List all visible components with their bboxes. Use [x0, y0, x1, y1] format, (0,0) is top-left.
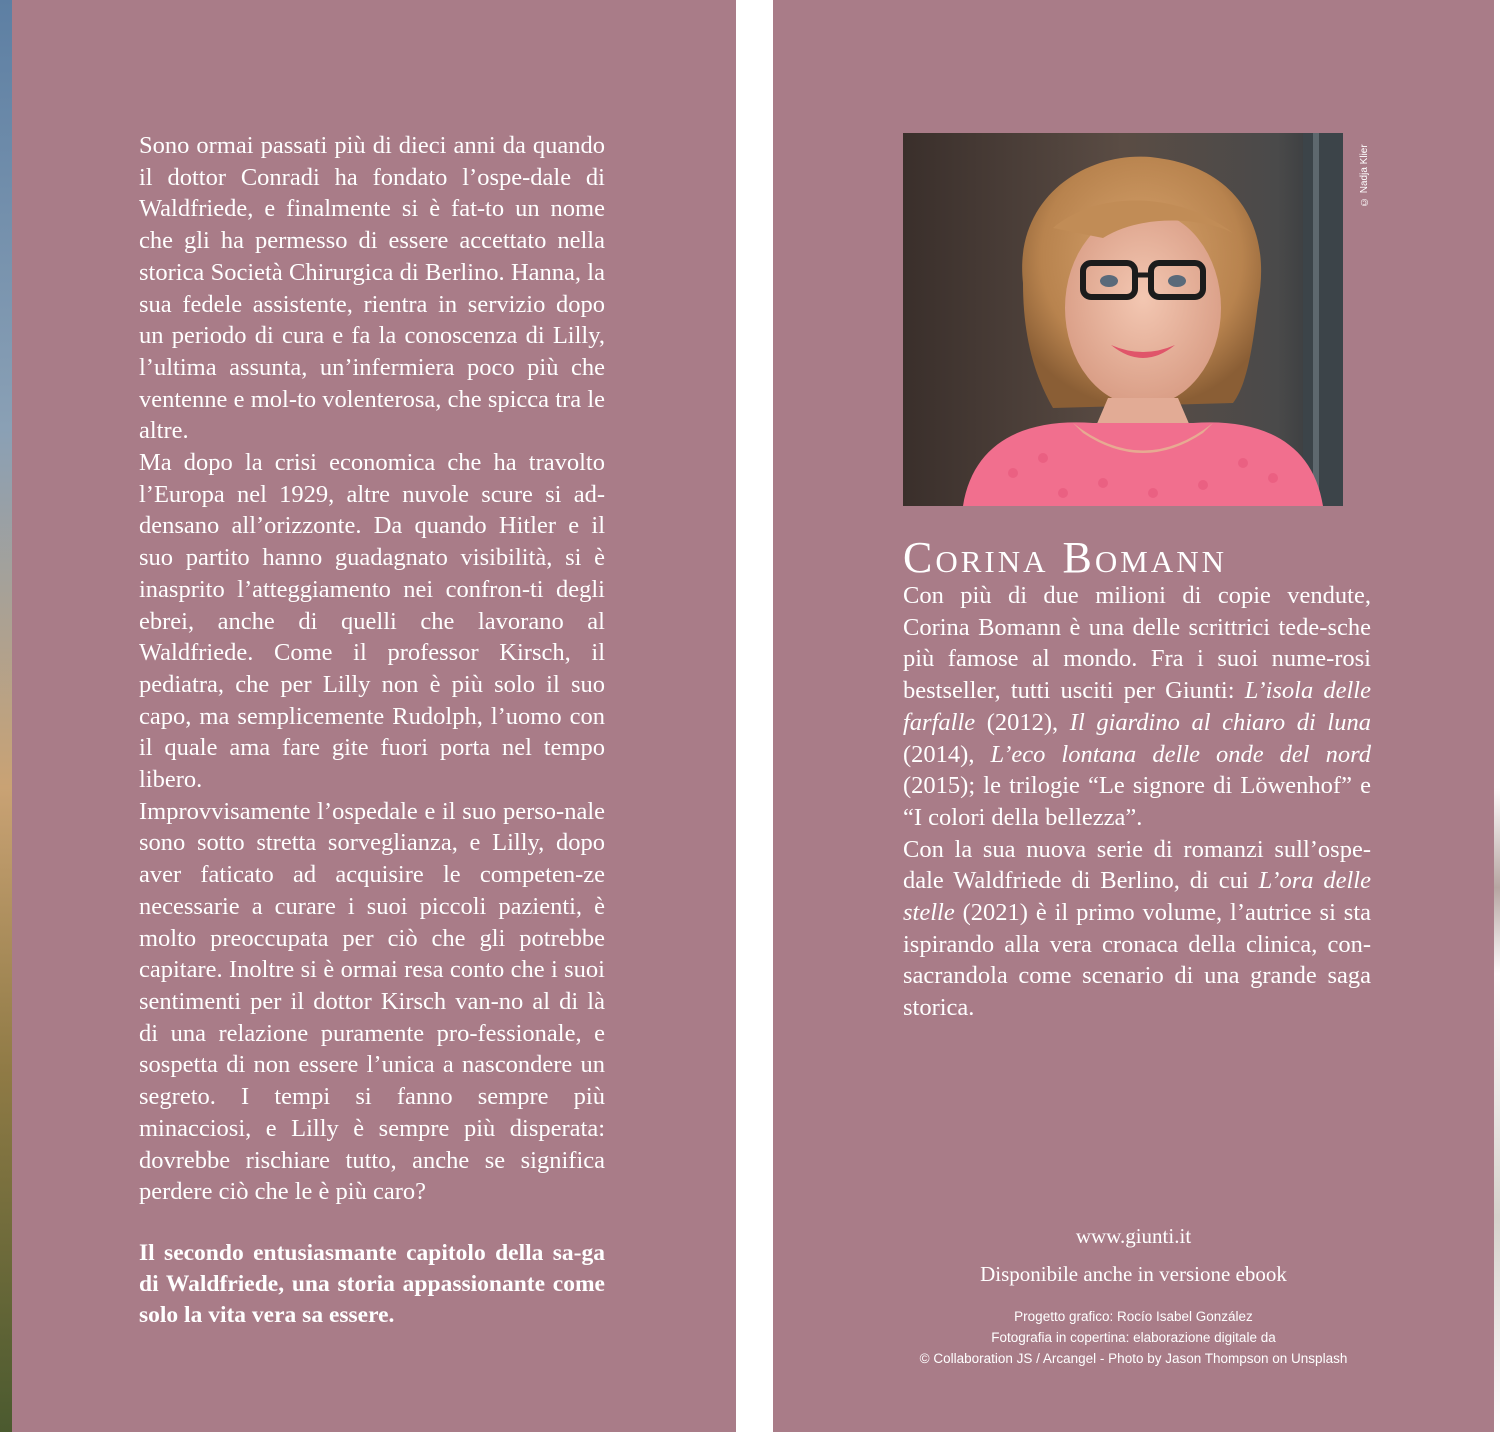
- book-title: L’eco lontana delle onde del nord: [990, 740, 1372, 768]
- back-cover-panel: [12, 0, 736, 1432]
- credit-line: Fotografia in copertina: elaborazione digitale da: [991, 1330, 1276, 1345]
- ebook-availability: Disponibile anche in versione ebook: [980, 1262, 1287, 1286]
- bio-paragraph-2: [903, 834, 1371, 1024]
- synopsis-paragraph-3: Improvvisamente l’ospedale e il suo perso-nale sono sotto stretta sorveglianza, e Lilly, dopo aver faticato ad acquisire le competen-ze necessarie a curare i suoi piccoli pazienti, è molto preoccupata per ciò che gli potrebbe capitare. Inoltre si è ormai resa conto che i suoi sentimenti per il dottor Kirsch van-no al di là di una relazione puramente pro-fessionale, e sospetta di non essere l’unica a nascondere un segreto. I tempi si fanno sempre più minacciosi, e Lilly è sempre più disperata: dovrebbe rischiare tutto, anche se significa perdere ciò che le è più caro?: [139, 797, 605, 1206]
- bio-text: (2021) è il primo volume, l’autrice si sta ispirando alla vera cronaca della clinica, con-sacrandola come scenario di una grande saga storica.: [903, 899, 1371, 1022]
- book-title: L’ora delle stelle: [903, 867, 1371, 927]
- author-bio: [903, 580, 1371, 1024]
- book-title: Il giardino al chiaro di luna: [1069, 708, 1371, 736]
- bio-text: (2015); le trilogie “Le signore di Löwenhof” e “I colori della bellezza”.: [903, 772, 1371, 831]
- bio-paragraph-1: [903, 580, 1371, 834]
- front-cover-edge-image: [1494, 0, 1500, 1432]
- synopsis-paragraph-2: Ma dopo la crisi economica che ha travolto l’Europa nel 1929, altre nuvole scure si ad-densano all’orizzonte. Da quando Hitler e il suo partito hanno guadagnato visibilità, si è inasprito l’atteggiamento nei confron-ti degli ebrei, anche di quelli che lavorano al Waldfriede. Come il professor Kirsch, il pediatra, che per Lilly non è più solo il suo capo, ma semplicemente Rudolph, l’uomo con il quale ama fare gite fuori porta nel tempo libero.: [139, 449, 605, 794]
- publisher-website: www.giunti.it: [1075, 1224, 1192, 1248]
- tagline: Il secondo entusiasmante capitolo della sa-ga di Waldfriede, una storia appassionante come solo la vita vera sa essere.: [139, 1239, 605, 1328]
- design-credits: [773, 1306, 1494, 1369]
- bio-text: Con la sua nuova serie di romanzi sull’ospe-dale Waldfriede di Berlino, di cui: [903, 835, 1371, 895]
- bio-text: (2012),: [975, 708, 1070, 736]
- credit-line: © Collaboration JS / Arcangel - Photo by Jason Thompson on Unsplash: [919, 1351, 1348, 1366]
- photo-credit: © Nadja Klier: [1359, 144, 1370, 207]
- bio-text: Con più di due milioni di copie vendute, Corina Bomann è una delle scrittrici tede-sche più famose al mondo. Fra i suoi nume-rosi bestseller, tutti usciti per Giunti:: [903, 582, 1371, 705]
- synopsis-text: [139, 130, 605, 1331]
- flap-panel: [773, 0, 1494, 1432]
- credit-line: Progetto grafico: Rocío Isabel González: [1014, 1309, 1253, 1324]
- synopsis-paragraph-1: Sono ormai passati più di dieci anni da quando il dottor Conradi ha fondato l’ospe-dale di Waldfriede, e finalmente si è fat-to un nome che gli ha permesso di essere accettato nella storica Società Chirurgica di Berlino. Hanna, la sua fedele assistente, rientra in servizio dopo un periodo di cura e fa la conoscenza di Lilly, l’ultima assunta, un’infermiera poco più che ventenne e mol-to volenterosa, che spicca tra le altre.: [139, 132, 605, 445]
- book-title: L’isola delle farfalle: [903, 677, 1371, 736]
- front-cover-edge-image: [0, 0, 12, 1432]
- spine-gap: [736, 0, 773, 1432]
- author-name: Corina Bomann: [903, 533, 1227, 582]
- bio-text: (2014),: [903, 740, 991, 768]
- author-photo: [903, 133, 1343, 506]
